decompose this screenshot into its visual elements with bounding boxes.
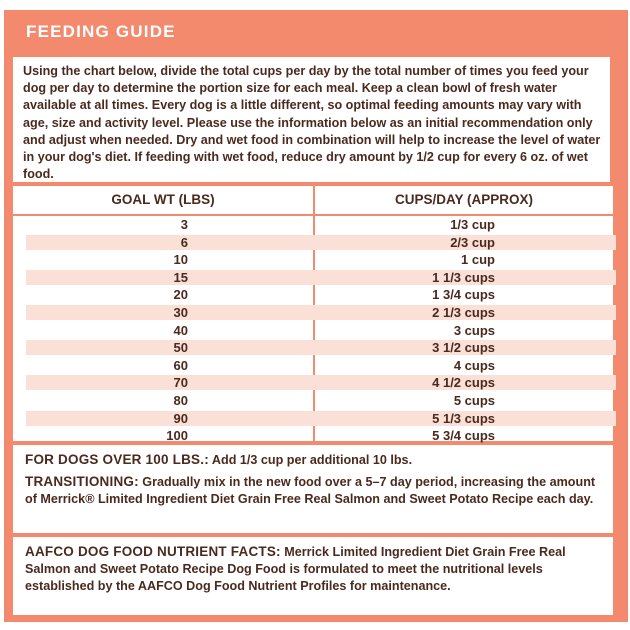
- table-row: [13, 234, 613, 252]
- transitioning-note: [25, 473, 603, 508]
- cups-cell: 2/3 cup: [450, 234, 495, 250]
- table-row: [13, 322, 613, 340]
- transitioning-text: Gradually mix in the new food over a 5–7 day period, increasing the amount of Merrick® Limited Ingredient Diet Grain Free Real Salmon and Sweet Potato Recipe each day.: [25, 475, 596, 507]
- cups-cell: 3 cups: [453, 322, 495, 338]
- weight-cell: 15: [173, 269, 188, 285]
- table-row: [13, 392, 613, 410]
- aafco-text: Merrick Limited Ingredient Diet Grain Free Real Salmon and Sweet Potato Recipe Dog Food is formulated to meet the nutritional levels established by the AAFCO Dog Food Nutrient Profiles for maintenance.: [25, 545, 566, 594]
- weight-cell: 3: [180, 217, 188, 232]
- weight-cell: 70: [173, 375, 188, 391]
- cups-cell: 1 1/3 cups: [432, 269, 495, 285]
- aafco-statement: [13, 537, 613, 615]
- feeding-notes: [13, 445, 613, 533]
- table-row: [13, 304, 613, 322]
- table-row: [13, 427, 613, 445]
- table-row: [13, 339, 613, 357]
- cups-cell: 5 1/3 cups: [432, 410, 495, 426]
- aafco-label: AAFCO DOG FOOD NUTRIENT FACTS:: [25, 544, 281, 559]
- weight-cell: 100: [166, 428, 188, 444]
- weight-cell: 90: [173, 410, 188, 426]
- table-row: [13, 374, 613, 392]
- cups-cell: 1 cup: [461, 252, 495, 268]
- weight-cell: 60: [173, 357, 188, 373]
- weight-cell: 30: [173, 304, 188, 320]
- weight-cell: 20: [173, 287, 188, 303]
- table-row: [13, 357, 613, 375]
- over-100-lbs-label: FOR DOGS OVER 100 LBS.:: [25, 452, 209, 467]
- transitioning-label: TRANSITIONING:: [25, 474, 139, 490]
- cups-cell: 4 1/2 cups: [432, 375, 495, 391]
- weight-cell: 6: [180, 234, 188, 250]
- table-row: [13, 251, 613, 269]
- column-header-cups-per-day: CUPS/DAY (APPROX): [394, 192, 534, 207]
- weight-cell: 80: [173, 392, 188, 408]
- column-header-goal-weight: GOAL WT (LBS): [111, 192, 215, 207]
- weight-cell: 40: [173, 322, 188, 338]
- table-row: [13, 286, 613, 304]
- table-row: [13, 410, 613, 428]
- table-row: [13, 216, 613, 234]
- feeding-guide-title: FEEDING GUIDE: [26, 22, 176, 41]
- table-row: [13, 269, 613, 287]
- over-100-lbs-text: Add 1/3 cup per additional 10 lbs.: [208, 453, 413, 467]
- intro-paragraph: Using the chart below, divide the total cups per day by the total number of times you feed your dog per day to determine the portion size for each meal. Keep a clean bowl of fresh water available at all times. Every dog is a little different, so optimal feeding amounts may vary with age, size and activity level. Please use the information below as an initial recommendation only and adjust when needed. Dry and wet food in combination will help to increase the level of water in your dog's diet. If feeding with wet food, reduce dry amount by 1/2 cup for every 6 oz. of wet food.: [13, 57, 610, 182]
- cups-cell: 3 1/2 cups: [432, 340, 495, 356]
- table-body: [13, 216, 613, 445]
- cups-cell: 5 3/4 cups: [432, 428, 495, 444]
- cups-cell: 1/3 cup: [450, 217, 495, 232]
- over-100-lbs-note: [25, 451, 603, 469]
- cups-cell: 5 cups: [453, 392, 495, 408]
- feeding-table: [13, 186, 613, 444]
- cups-cell: 1 3/4 cups: [432, 287, 495, 303]
- weight-cell: 50: [173, 340, 188, 356]
- weight-cell: 10: [173, 252, 188, 268]
- cups-cell: 2 1/3 cups: [432, 304, 495, 320]
- cups-cell: 4 cups: [453, 357, 495, 373]
